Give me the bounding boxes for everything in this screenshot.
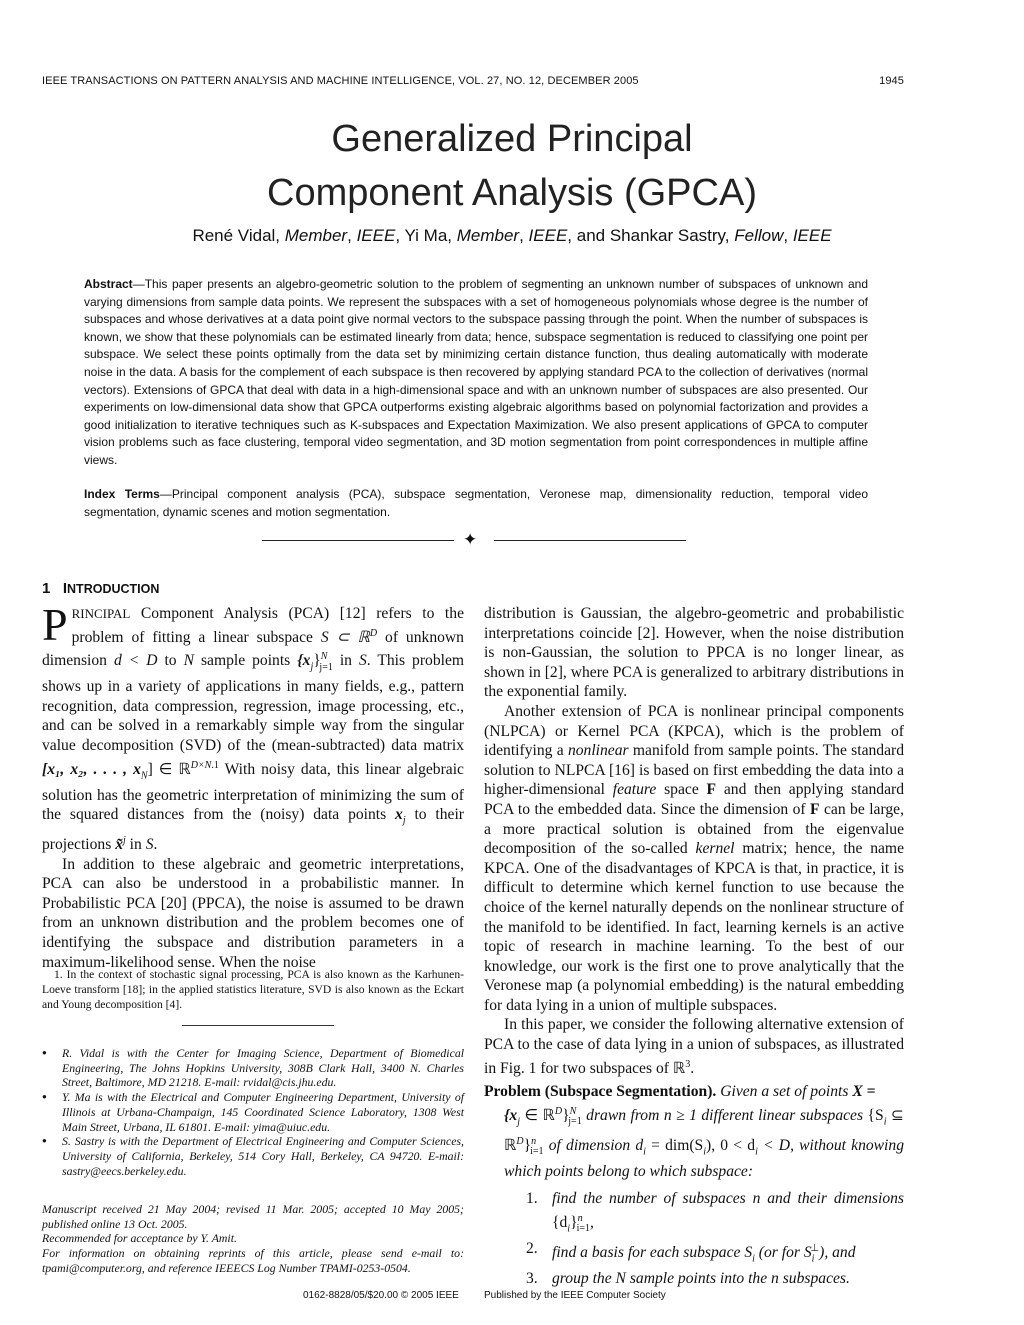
text-run: to their projections — [42, 806, 464, 854]
list-number: 3. — [526, 1269, 538, 1287]
list-number: 1. — [526, 1190, 538, 1208]
math-sub: j=1 — [319, 661, 333, 673]
text-run: In this paper, we consider the following alternative extension of PCA to the case of data lying in a union of subspaces, as illustrated in Fig. 1 for two subspaces of — [484, 1016, 904, 1077]
list-text: subspaces. — [778, 1269, 850, 1287]
abstract-text: —This paper presents an algebro-geometric solution to the problem of segmenting an unknown number of subspaces of unknown and varying dimensions from sample data points. We represent the subspaces with a set of homogeneous polynomials whose degree is the number of subspaces and whose derivatives at a data point give normal vectors to the subspace passing through the point. When the number of subspaces is known, we show that these polynomials can be estimated linearly from data; hence, subspace segmentation is reduced to classifying one point per subspace. We select these points optimally from the data set by minimizing certain distance function, thus dealing automatically with moderate noise in the data. A basis for the complement of each subspace is then recovered by applying standard PCA to the collection of derivatives (normal vectors). Extensions of GPCA that deal with data in a high-dimensional space and with an unknown number of subspaces are also presented. Our experiments on low-dimensional data show that GPCA outperforms existing algebraic algorithms based on polynomial factorization and provides a good initialization to iterative techniques such as K-subspaces and Expectation Maximization. We also present applications of GPCA to computer vision problems such as face clustering, temporal video segmentation, and 3D motion segmentation from point correspondences in multiple affine views. — [84, 277, 868, 467]
list-text: sample points into the — [625, 1269, 772, 1287]
math: ] ∈ ℝ — [147, 760, 191, 778]
emphasis: kernel — [695, 840, 735, 858]
math: {x — [297, 652, 311, 670]
publisher-line: Published by the IEEE Computer Society — [484, 1290, 666, 1301]
math: } — [523, 1137, 532, 1155]
math-sup: j — [122, 834, 126, 846]
math-sub: i — [752, 1253, 755, 1265]
math-sub: i=1 — [576, 1223, 590, 1235]
intro-paragraph-5 — [484, 1015, 904, 1078]
manuscript-received: Manuscript received 21 May 2004; revised 11 Mar. 2005; accepted 10 May 2005; published online 13 Oct. 2005. — [42, 1202, 464, 1231]
math: S — [744, 1244, 753, 1262]
list-text: (or for — [754, 1244, 804, 1262]
separator-diamond-icon: ✦ — [463, 530, 478, 549]
math-sub: i — [883, 1116, 887, 1128]
problem-label: Problem (Subspace Segmentation). — [484, 1083, 717, 1101]
copyright-line: 0162-8828/05/$20.00 © 2005 IEEE — [303, 1290, 459, 1301]
math-sup: D×N — [190, 759, 212, 771]
list-item — [484, 1189, 904, 1238]
problem-body — [484, 1102, 904, 1181]
math: N — [183, 652, 194, 670]
math: = dim(S — [645, 1137, 704, 1155]
emphasis: nonlinear — [567, 742, 629, 760]
running-header — [42, 75, 904, 87]
bullet-icon: ● — [42, 1048, 47, 1057]
manuscript-reprints: For information on obtaining reprints of this article, please send e-mail to: tpami@computer.org, and reference IEEECS Log Number TPAMI-0253-0504. — [42, 1246, 464, 1275]
math: n — [771, 1269, 779, 1287]
math: < D — [757, 1137, 791, 1155]
math-sub: i=1 — [530, 1146, 544, 1158]
author-ma: , Yi Ma, — [395, 226, 457, 245]
author-sastry-role: Fellow — [734, 226, 784, 245]
problem-text: different linear subspaces — [696, 1107, 868, 1125]
math-sup: n — [577, 1213, 583, 1224]
math: {x — [504, 1107, 518, 1125]
author-sastry-org: IEEE — [792, 226, 832, 245]
math: x̃ — [115, 836, 123, 854]
intro-paragraph-3: distribution is Gaussian, the algebro-geometric and probabilistic interpretations coincide [2]. However, when the noise distribution is non-Gaussian, the solution to PPCA is no longer linear, as shown in [2], where PCA is generalized to arbitrary distributions in the exponential family. — [484, 605, 904, 701]
author-vidal-role: Member — [284, 226, 348, 245]
author-vidal: René Vidal, — [192, 226, 285, 245]
math: ), 0 < d — [706, 1137, 756, 1155]
text-run: of unknown dimension — [42, 628, 464, 670]
bullet-icon: ● — [42, 1136, 47, 1146]
title-line-2: Component Analysis (GPCA) — [267, 172, 757, 214]
author-sastry: , and Shankar Sastry, — [567, 226, 735, 245]
math: N — [615, 1269, 626, 1287]
math: S — [803, 1244, 812, 1262]
math: ∈ ℝ — [520, 1107, 555, 1125]
math-sub: i — [811, 1253, 815, 1265]
text-run: in — [332, 652, 359, 670]
section-title-rest: NTRODUCTION — [67, 582, 160, 596]
left-column — [42, 599, 464, 972]
manuscript-info — [42, 1202, 464, 1276]
emphasis: feature — [612, 781, 657, 799]
math-sup: D — [554, 1106, 563, 1118]
math-sup: N — [320, 651, 328, 663]
problem-text: of dimension — [543, 1137, 636, 1155]
math-sub: i — [567, 1223, 571, 1235]
math-sup: N — [569, 1106, 577, 1118]
problem-statement — [484, 1082, 904, 1288]
math-sup: D — [516, 1135, 524, 1147]
math-sup: 3 — [685, 1058, 691, 1070]
math: ℝ — [672, 1059, 686, 1077]
bullet-icon: ● — [42, 1092, 47, 1102]
footnote-rule — [182, 1025, 334, 1026]
math: } — [313, 652, 321, 670]
text-run: . — [690, 1059, 695, 1077]
abstract-label: Abstract — [84, 277, 133, 291]
affiliation-ma — [42, 1090, 464, 1134]
abstract — [84, 276, 868, 470]
text-run: sample points — [194, 652, 298, 670]
drop-cap-rest: RINCIPAL — [71, 606, 131, 621]
title-line-1: Generalized Principal — [331, 118, 693, 160]
list-item — [484, 1269, 904, 1289]
text-run: can be large, a more practical solution is obtained from the eigenvalue decomposition of the so-called — [484, 800, 904, 858]
paper-title — [0, 112, 1024, 220]
list-text: , — [590, 1214, 594, 1232]
list-item — [484, 1239, 904, 1269]
list-text: and their dimensions — [760, 1190, 904, 1208]
right-column — [484, 604, 904, 1288]
intro-paragraph-2: In addition to these algebraic and geometric interpretations, PCA can also be understood in a probabilistic manner. In Probabilistic PCA [20] (PPCA), the noise is assumed to be drawn from an unknown distribution and the problem becomes one of identifying the subspace and distribution parameters in a maximum-likelihood sense. When the noise — [42, 855, 464, 971]
author-ma-role: Member — [456, 226, 520, 245]
math: S — [145, 836, 154, 854]
math-sup: ⊥ — [810, 1242, 820, 1254]
math: {S — [867, 1107, 884, 1125]
math: X = — [852, 1083, 876, 1101]
author-sep: , — [347, 226, 357, 245]
manuscript-recommended: Recommended for acceptance by Y. Amit. — [42, 1231, 237, 1246]
math-sub: j — [517, 1116, 521, 1128]
text-run: matrix; hence, the name KPCA. One of the disadvantages of KPCA is that, in practice, it is difficult to determine which kernel function to use because the choice of the kernel naturally depends on the nonlinear structure of the manifold to be identified. In fact, learning kernels is an active topic of research in machine learning. To the best of our knowledge, our work is the first one to prove analytically that the Veronese map (a polynomial embedding) is the natural embedding for data lying in a union of multiple subspaces. — [484, 840, 904, 1014]
journal-info: IEEE TRANSACTIONS ON PATTERN ANALYSIS AND MACHINE INTELLIGENCE, VOL. 27, NO. 12, DECEMBER 2005 — [42, 75, 639, 87]
math: d — [635, 1137, 644, 1155]
math-sup: D — [369, 627, 378, 639]
text-run: Component Analysis (PCA) [12] refers to the problem of fitting a linear subspace — [71, 605, 464, 646]
math-sup: n — [531, 1135, 537, 1147]
math: S ⊂ ℝ — [320, 628, 370, 646]
affiliation-sastry — [42, 1134, 464, 1178]
math: n ≥ 1 — [663, 1107, 697, 1125]
author-sep: , — [519, 226, 529, 245]
math-sub: N — [140, 769, 148, 781]
problem-text: drawn from — [581, 1107, 664, 1125]
math-sub: i — [755, 1146, 758, 1158]
text-run: . This problem shows up in a variety of applications in many fields, e.g., pattern recognition, data compression, regression, image processing, etc., and can be solved in a remarkably simple way from the singular value decomposition (SVD) of the (mean-subtracted) data matrix — [42, 652, 464, 755]
math-sub: i — [643, 1146, 646, 1158]
separator-line-left — [262, 540, 454, 541]
text-run: manifold from sample points. The standard solution to NLPCA [16] is based on first embedding the data into a higher-dimensional — [484, 742, 904, 799]
math-sub: j=1 — [568, 1116, 582, 1128]
list-text: group the — [552, 1269, 616, 1287]
math: d < D — [113, 652, 158, 670]
author-line — [0, 226, 1024, 246]
math: ⊆ ℝ — [504, 1107, 904, 1155]
footnote-1: 1. In the context of stochastic signal processing, PCA is also known as the Karhunen-Loeve transform [18]; in the applied statistics literature, SVD is also known as the Eckart and Young decomposition [4]. — [42, 968, 464, 1011]
index-terms-text: —Principal component analysis (PCA), subspace segmentation, Veronese map, dimensionality reduction, temporal video segmentation, dynamic scenes and motion segmentation. — [84, 487, 868, 519]
list-text: find the number of subspaces — [552, 1190, 753, 1208]
list-text: ), and — [819, 1244, 856, 1262]
math-sub: i — [703, 1146, 707, 1158]
drop-cap: P — [42, 599, 68, 650]
math: } — [562, 1107, 570, 1125]
list-text: find a basis for each subspace — [552, 1244, 745, 1262]
text-run: and then applying standard PCA to the embedded data. Since the dimension of — [484, 781, 904, 818]
author-vidal-org: IEEE — [356, 226, 396, 245]
text-run: to — [157, 652, 184, 670]
math: S — [358, 652, 367, 670]
index-terms-label: Index Terms — [84, 487, 160, 501]
affiliation-text: Y. Ma is with the Electrical and Computer Engineering Department, University of Illinois at Urbana-Champaign, 145 Coordinated Science Laboratory, 1308 West Main Street, Urbana, IL 61801. E-mail: yima@uiuc.edu. — [62, 1090, 464, 1134]
affiliation-text: R. Vidal is with the Center for Imaging Science, Department of Biomedical Engineering, The Johns Hopkins University, 308B Clark Hall, 3400 N. Charles Street, Baltimore, MD 21218. E-mail: rvidal@cis.jhu.edu. — [62, 1046, 464, 1090]
author-ma-org: IEEE — [528, 226, 568, 245]
math-bold: F — [810, 800, 820, 818]
separator-line-right — [494, 540, 686, 541]
problem-list — [484, 1189, 904, 1288]
math: } — [570, 1214, 578, 1232]
problem-first-line — [484, 1082, 904, 1102]
list-number: 2. — [526, 1239, 538, 1257]
problem-text: Given a set of points — [716, 1083, 853, 1101]
math: [x₁, x₂, . . . , x — [42, 760, 141, 778]
math-bold: F — [706, 781, 717, 799]
problem-text: , without knowing which points belong to which subspace: — [504, 1137, 904, 1180]
text-run: Another extension of PCA is nonlinear principal components (NLPCA) or Kernel PCA (KPCA), which is the problem of identifying a — [484, 702, 904, 760]
math: {d — [552, 1214, 568, 1232]
section-number: 1 — [42, 580, 51, 597]
intro-paragraph-1 — [42, 599, 464, 855]
affiliation-text: S. Sastry is with the Department of Electrical Engineering and Computer Sciences, University of California, Berkeley, 514 Cory Hall, Berkeley, CA 94720. E-mail: sastry@eecs.berkeley.edu. — [62, 1134, 464, 1178]
index-terms — [84, 486, 868, 521]
text-run: in — [125, 836, 146, 854]
intro-paragraph-4 — [484, 702, 904, 1016]
text-run: space — [656, 781, 707, 799]
author-affiliations — [42, 1046, 464, 1178]
math-sub: j — [402, 815, 406, 827]
text-run: With noisy data, this linear algebraic solution has the geometric interpretation of minimizing the sum of the squared distances from the (noisy) data points — [42, 760, 464, 824]
math: n — [752, 1190, 761, 1208]
section-title-initial: I — [62, 580, 68, 597]
text-run: . — [153, 836, 158, 854]
author-sep: , — [783, 226, 793, 245]
math: x — [395, 806, 403, 824]
math-sub: j — [310, 661, 314, 673]
page-number: 1945 — [879, 75, 904, 87]
section-heading — [42, 580, 159, 597]
affiliation-vidal — [42, 1046, 464, 1090]
footnote-ref[interactable]: .1 — [211, 759, 219, 771]
